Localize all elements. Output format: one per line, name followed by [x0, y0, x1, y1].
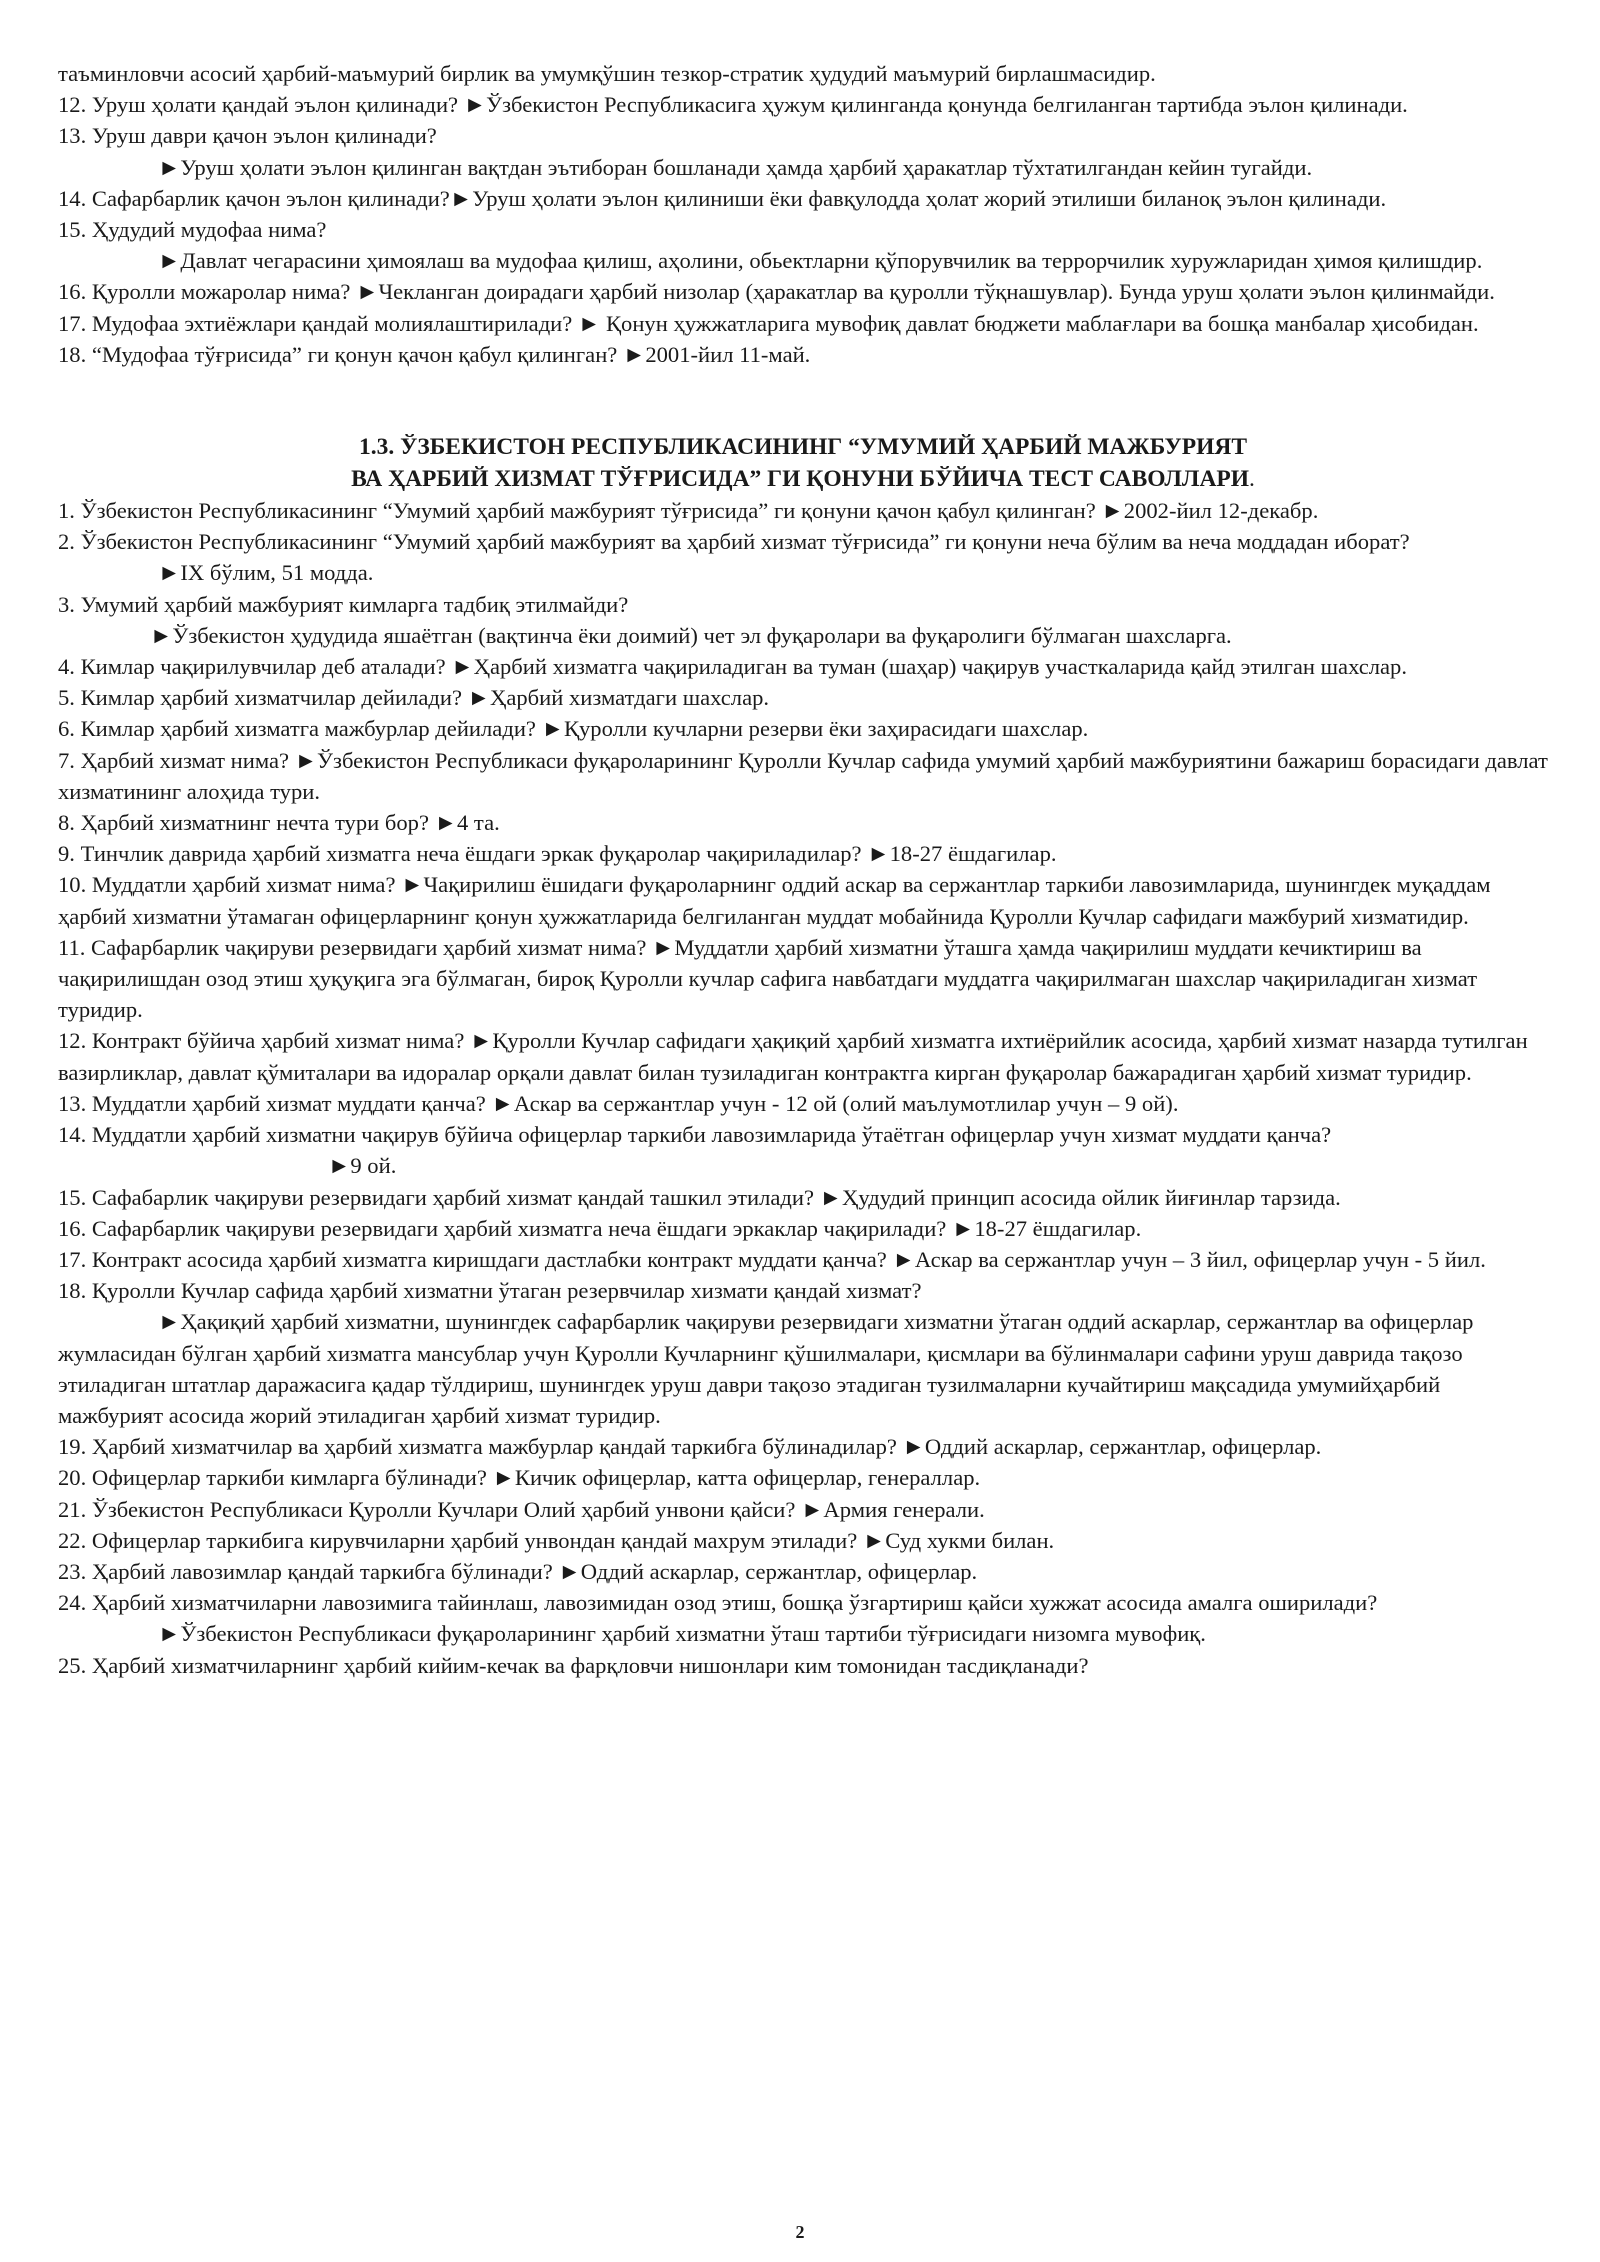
test-question-23: 23. Ҳарбий лавозимлар қандай таркибга бўлинади? ►Оддий аскарлар, сержантлар, офицерлар. — [58, 1558, 978, 1584]
test-question-18: 18. Қуролли Кучлар сафида ҳарбий хизматни ўтаган резервчилар хизмати қандай хизмат? — [58, 1278, 922, 1304]
test-answer-3: ►Ўзбекистон ҳудудида яшаётган (вақтинча ёки доимий) чет эл фуқаролари ва фуқаролиги бўлмаган шахсларга. — [150, 622, 1232, 648]
test-question-13: 13. Муддатли ҳарбий хизмат муддати қанча? ►Аскар ва сержантлар учун - 12 ой (олий маълумотлилар учун – 9 ой). — [58, 1090, 1179, 1116]
test-question-6: 6. Кимлар ҳарбий хизматга мажбурлар дейилади? ►Қуролли кучларни резерви ёки заҳирасидаги шахслар. — [58, 716, 1089, 742]
test-question-7: 7. Ҳарбий хизмат нима? ►Ўзбекистон Республикаси фуқароларининг Қуролли Кучлар сафида умумий ҳарбий мажбуриятини бажариш борасидаги давлат хизматининг алоҳида тури. — [58, 747, 1548, 804]
answer-15: ►Давлат чегарасини ҳимоялаш ва мудофаа қилиш, аҳолини, обьектларни қўпорувчилик ва террорчилик хуружларидан ҳимоя қилишдир. — [158, 248, 1483, 274]
test-question-16: 16. Сафарбарлик чақируви резервидаги ҳарбий хизматга неча ёшдаги эркаклар чақирилади? ►18-27 ёшдагилар. — [58, 1215, 1142, 1241]
test-question-20: 20. Офицерлар таркиби кимларга бўлинади? ►Кичик офицерлар, катта офицерлар, генераллар. — [58, 1465, 981, 1491]
test-answer-14: ►9 ой. — [328, 1153, 397, 1179]
test-question-11: 11. Сафарбарлик чақируви резервидаги ҳарбий хизмат нима? ►Муддатли ҳарбий хизматни ўташга ҳамда чақирилиш муддати кечиктириш ва чақирилишдан озод этиш ҳуқуқига эга бўлмаган, бироқ Қуролли кучлар сафига навбатдаги муддатга чақирилмаган шахслар чақириладиган хизмат туридир. — [58, 934, 1478, 1023]
test-answer-18: ►Ҳақиқий ҳарбий хизматни, шунингдек сафарбарлик чақируви резервидаги хизматни ўтаган оддий аскарлар, сержантлар ва офицерлар жумласидан бўлган ҳарбий хизматга мансублар учун Қуролли Кучларнинг қўшилмалари, қисмлари ва бўлинмалари сафини уруш даврида тақозо этиладиган штатлар даражасига қадар тўлдириш, шунингдек уруш даври тақозо этадиган тузилмаларни кучайтириш мақсадида умумийҳарбий мажбурият асосида жорий этиладиган ҳарбий хизмат туридир. — [58, 1309, 1474, 1428]
test-question-21: 21. Ўзбекистон Республикаси Қуролли Кучлари Олий ҳарбий унвони қайси? ►Армия генерали. — [58, 1496, 985, 1522]
test-question-2: 2. Ўзбекистон Республикасининг “Умумий ҳарбий мажбурият ва ҳарбий хизмат тўғрисида” ги қонуни неча бўлим ва неча моддадан иборат? — [58, 529, 1410, 555]
test-question-17: 17. Контракт асосида ҳарбий хизматга киришдаги дастлабки контракт муддати қанча? ►Аскар ва сержантлар учун – 3 йил, офицерлар учун - 5 йил. — [58, 1246, 1486, 1272]
test-question-1: 1. Ўзбекистон Республикасининг “Умумий ҳарбий мажбурият тўғрисида” ги қонуни қачон қабул қилинган? ►2002-йил 12-декабр. — [58, 498, 1319, 524]
test-question-25: 25. Ҳарбий хизматчиларнинг ҳарбий кийим-кечак ва фарқловчи нишонлари ким томонидан тасдиқланади? — [58, 1652, 1089, 1678]
test-answer-2: ►IX бўлим, 51 модда. — [158, 560, 374, 586]
question-13: 13. Уруш даври қачон эълон қилинади? — [58, 123, 437, 149]
test-question-9: 9. Тинчлик даврида ҳарбий хизматга неча ёшдаги эркак фуқаролар чақириладилар? ►18-27 ёшдагилар. — [58, 841, 1057, 867]
section-gap — [58, 370, 1548, 432]
question-12: 12. Уруш ҳолати қандай эълон қилинади? ►Ўзбекистон Республикасига ҳужум қилинганда қонунда белгиланган тартибда эълон қилинади. — [58, 92, 1408, 118]
test-question-22: 22. Офицерлар таркибига кирувчиларни ҳарбий унвондан қандай махрум этилади? ►Суд хукми билан. — [58, 1527, 1055, 1553]
test-question-14 — [58, 1119, 1548, 1181]
document-page — [58, 58, 1548, 1681]
test-question-3: 3. Умумий ҳарбий мажбурият кимларга тадбиқ этилмайди? — [58, 591, 629, 617]
test-question-19: 19. Ҳарбий хизматчилар ва ҳарбий хизматга мажбурлар қандай таркибга бўлинадилар? ►Оддий аскарлар, сержантлар, офицерлар. — [58, 1434, 1322, 1460]
question-16: 16. Қуролли можаролар нима? ►Чекланган доирадаги ҳарбий низолар (ҳаракатлар ва қуролли тўқнашувлар). Бунда уруш ҳолати эълон қилинмайди. — [58, 279, 1495, 305]
question-14: 14. Сафарбарлик қачон эълон қилинади?►Уруш ҳолати эълон қилиниши ёки фавқулодда ҳолат жорий этилиши биланоқ эълон қилинади. — [58, 185, 1387, 211]
test-question-14-text: 14. Муддатли ҳарбий хизматни чақирув бўйича офицерлар таркиби лавозимларида ўтаётган офицерлар учун хизмат муддати қанча? — [58, 1122, 1332, 1148]
question-15: 15. Ҳудудий мудофаа нима? — [58, 217, 327, 243]
test-question-12: 12. Контракт бўйича ҳарбий хизмат нима? ►Қуролли Кучлар сафидаги ҳақиқий ҳарбий хизматга ихтиёрийлик асосида, ҳарбий хизмат назарда тутилган вазирликлар, давлат қўмиталари ва идоралар орқали давлат билан тузиладиган контрактга кирган фуқаролар бажарадиган ҳарбий хизмат туридир. — [58, 1028, 1528, 1085]
section-heading-line-1: 1.3. ЎЗБЕКИСТОН РЕСПУБЛИКАСИНИНГ “УМУМИЙ ҲАРБИЙ МАЖБУРИЯТ — [358, 434, 1248, 461]
question-18: 18. “Мудофаа тўғрисида” ги қонун қачон қабул қилинган? ►2001-йил 11-май. — [58, 341, 811, 367]
question-17: 17. Мудофаа эхтиёжлари қандай молиялаштирилади? ► Қонун ҳужжатларига мувофиқ давлат бюджети маблағлари ва бошқа манбалар ҳисобидан. — [58, 310, 1479, 336]
test-question-10: 10. Муддатли ҳарбий хизмат нима? ►Чақирилиш ёшидаги фуқароларнинг оддий аскар ва сержантлар таркиби лавозимларида, шунингдек муқаддам ҳарбий хизматни ўтамаган офицерларнинг қонун ҳужжатларида белгиланган муддат мобайнида Қуролли Кучлар сафидаги мажбурий хизматидир. — [58, 872, 1491, 929]
test-question-15: 15. Сафабарлик чақируви резервидаги ҳарбий хизмат қандай ташкил этилади? ►Ҳудудий принцип асосида ойлик йиғинлар тарзида. — [58, 1184, 1341, 1210]
page-number: 2 — [795, 2222, 805, 2242]
test-question-24: 24. Ҳарбий хизматчиларни лавозимига тайинлаш, лавозимидан озод этиш, бошқа ўзгартириш қайси хужжат асосида амалга оширилади? — [58, 1590, 1378, 1616]
test-question-5: 5. Кимлар ҳарбий хизматчилар дейилади? ►Ҳарбий хизматдаги шахслар. — [58, 685, 770, 711]
text-line: таъминловчи асосий ҳарбий-маъмурий бирлик ва умумқўшин тезкор-стратик ҳудудий маъмурий бирлашмасидир. — [58, 61, 1156, 86]
test-question-8: 8. Ҳарбий хизматнинг нечта тури бор? ►4 та. — [58, 810, 500, 836]
section-heading-text: ВА ҲАРБИЙ ХИЗМАТ ТЎҒРИСИДА” ГИ ҚОНУНИ БЎЙИЧА ТЕСТ САВОЛЛАРИ — [351, 465, 1250, 492]
answer-13: ►Уруш ҳолати эълон қилинган вақтдан эътиборан бошланади ҳамда ҳарбий ҳаракатлар тўхтатилгандан кейин тугайди. — [158, 154, 1313, 180]
test-question-4: 4. Кимлар чақирилувчилар деб аталади? ►Ҳарбий хизматга чақириладиган ва туман (шаҳар) чақирув участкаларида қайд этилган шахслар. — [58, 654, 1408, 680]
section-heading-line-2 — [58, 464, 1548, 496]
test-answer-24: ►Ўзбекистон Республикаси фуқароларининг ҳарбий хизматни ўташ тартиби тўғрисидаги низомга мувофиқ. — [158, 1621, 1206, 1647]
section-heading-dot: . — [1249, 465, 1255, 492]
